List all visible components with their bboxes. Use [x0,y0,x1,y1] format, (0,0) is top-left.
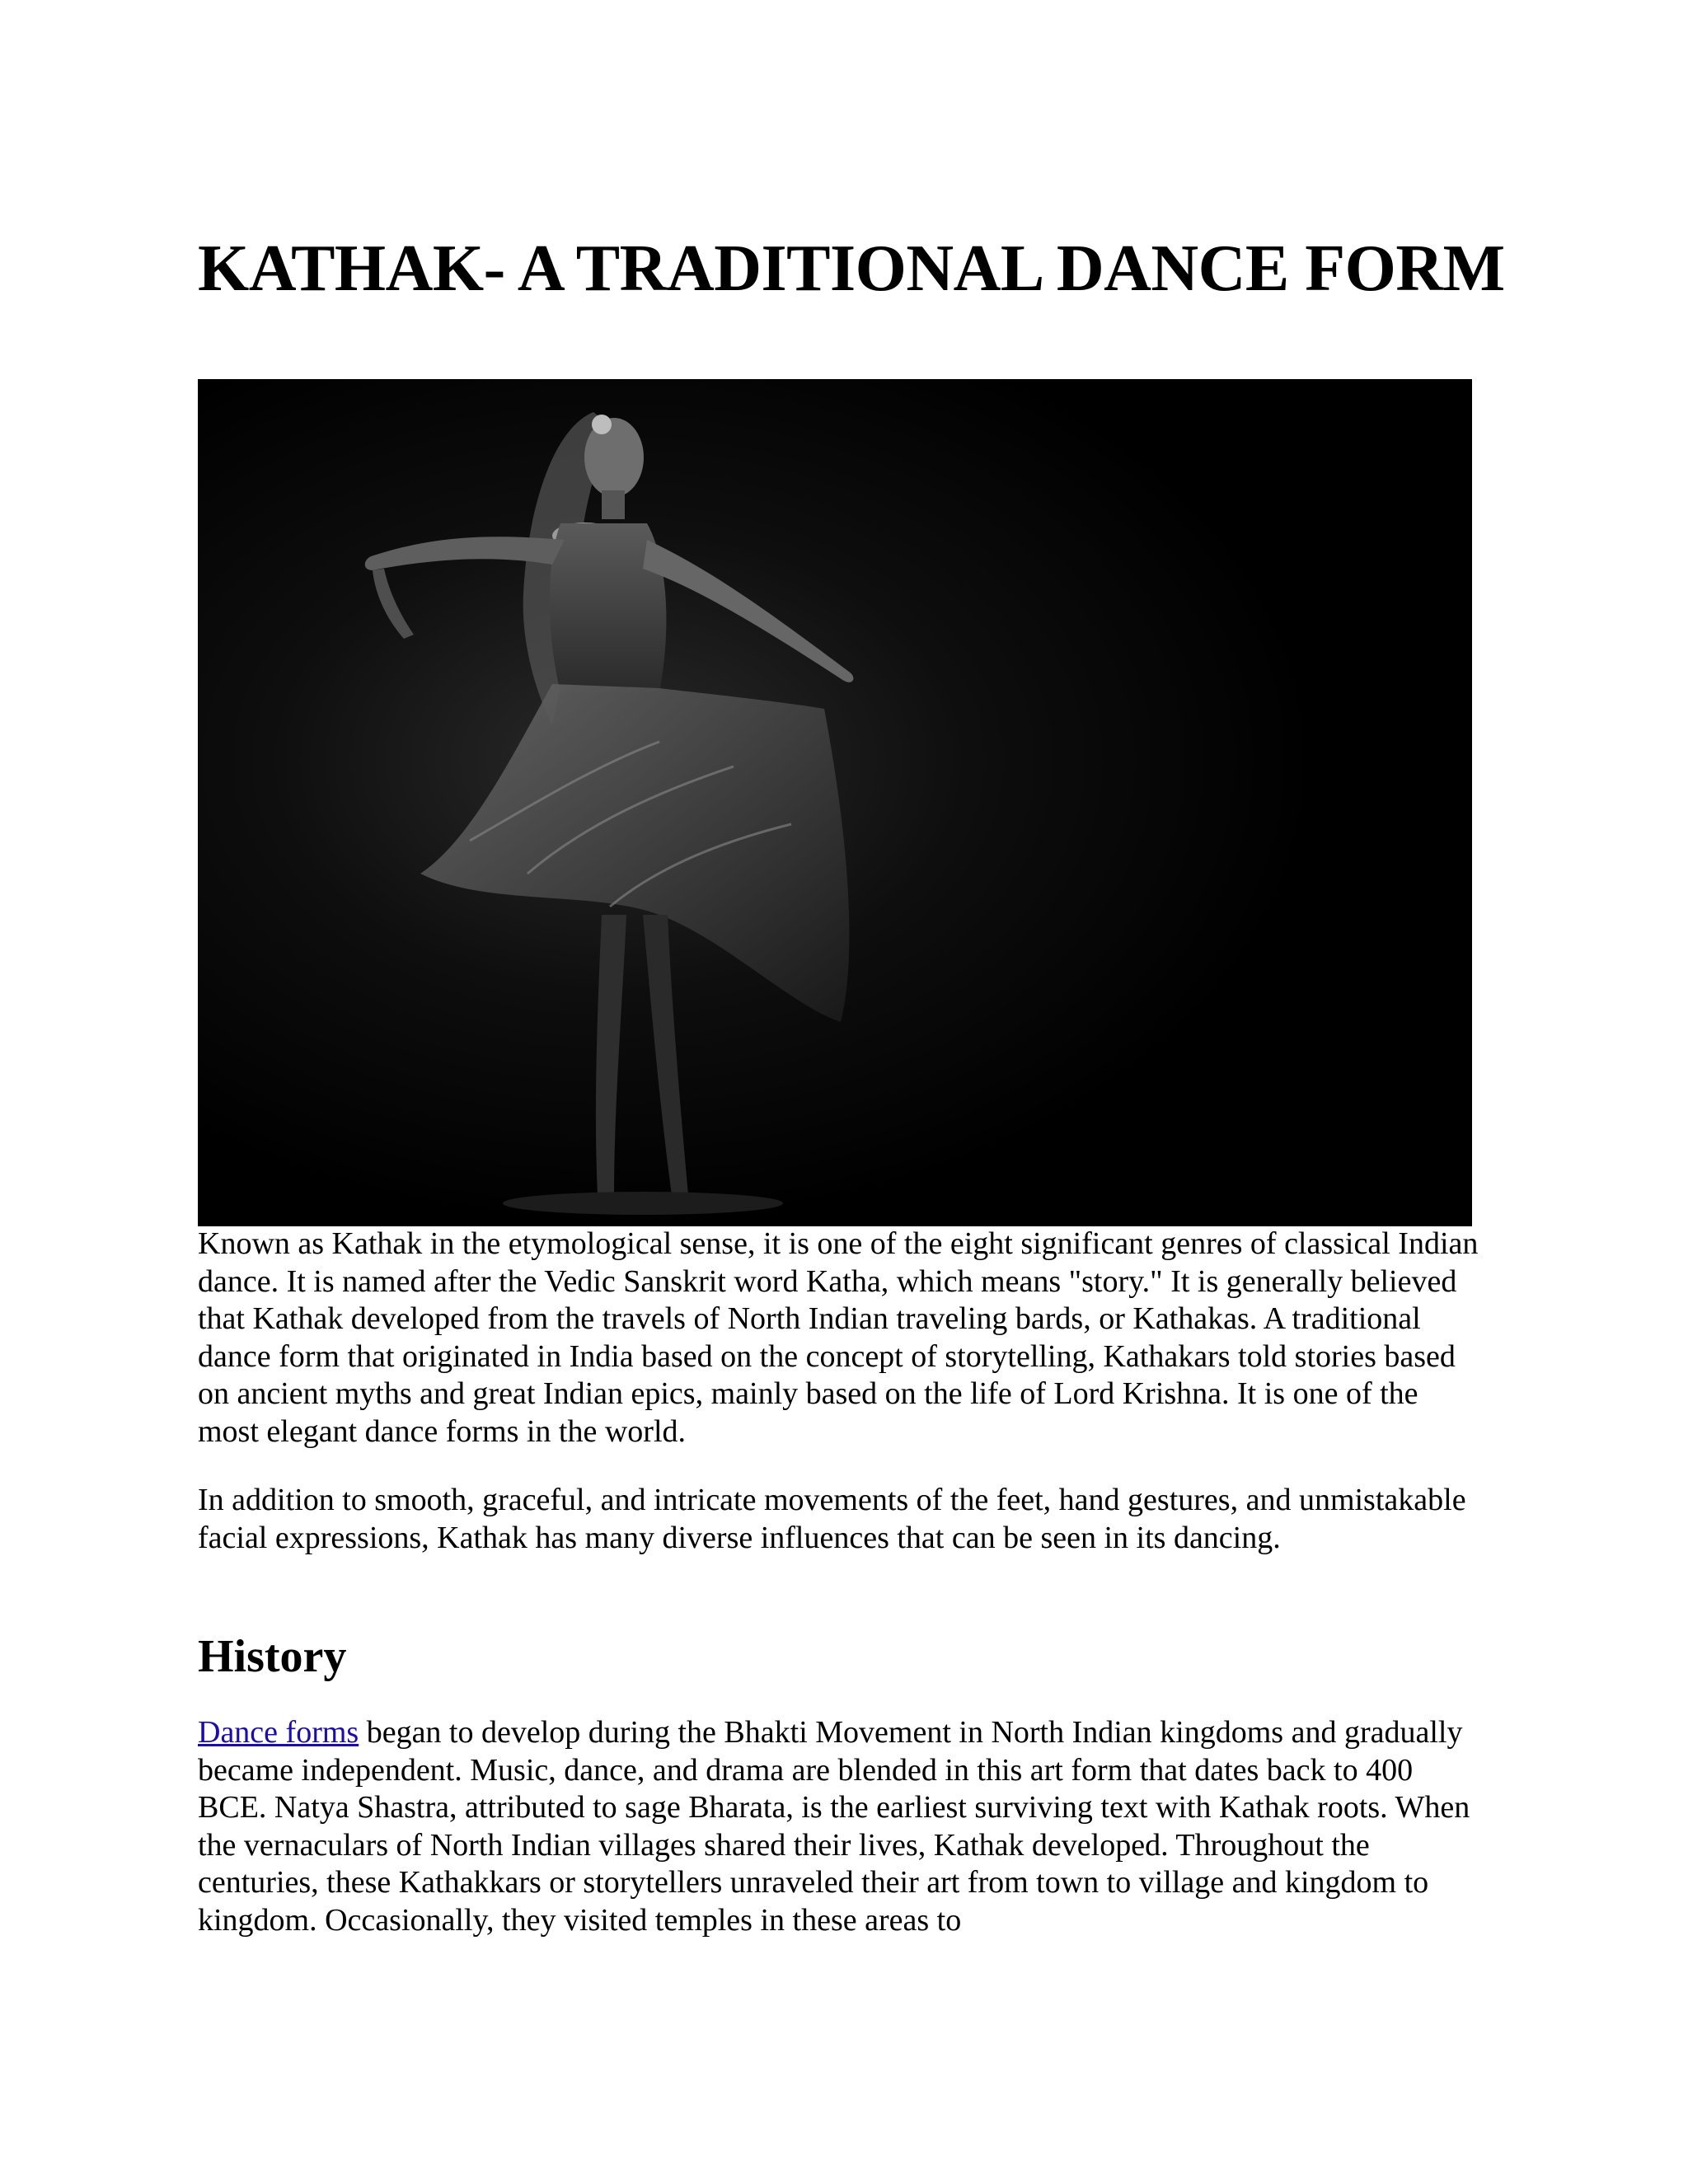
intro-paragraph: Known as Kathak in the etymological sense, it is one of the eight significant genres of classical Indian dance. It is named after the Vedic Sanskrit word Katha, which means "story." It is generally believed that Kathak developed from the travels of North Indian traveling bards, or Kathakas. A traditional dance form that originated in India based on the concept of storytelling, Kathakars told stories based on ancient myths and great Indian epics, mainly based on the life of Lord Krishna. It is one of the most elegant dance forms in the world. [198,1226,1479,1449]
influences-paragraph: In addition to smooth, graceful, and intricate movements of the feet, hand gestures, and unmistakable facial expressions, Kathak has many diverse influences that can be seen in its dancing. [198,1483,1466,1555]
history-paragraph [198,1714,1484,1939]
page-title: KATHAK- A TRADITIONAL DANCE FORM [198,232,1505,305]
history-text: began to develop during the Bhakti Movement in North Indian kingdoms and gradually became independent. Music, dance, and drama are blended in this art form that dates back to 400 BCE. Natya Shastra, attributed to sage Bharata, is the earliest surviving text with Kathak roots. When the vernaculars of North Indian villages shared their lives, Kathak developed. Throughout the centuries, these Kathakkars or storytellers unraveled their art from town to village and kingdom to kingdom. Occasionally, they visited temples in these areas to [198,1715,1470,1938]
dancer-silhouette-image [198,379,1472,1226]
history-heading: History [198,1631,347,1682]
dance-forms-link[interactable]: Dance forms [198,1715,359,1750]
kathak-dancer-photo [198,379,1472,1226]
